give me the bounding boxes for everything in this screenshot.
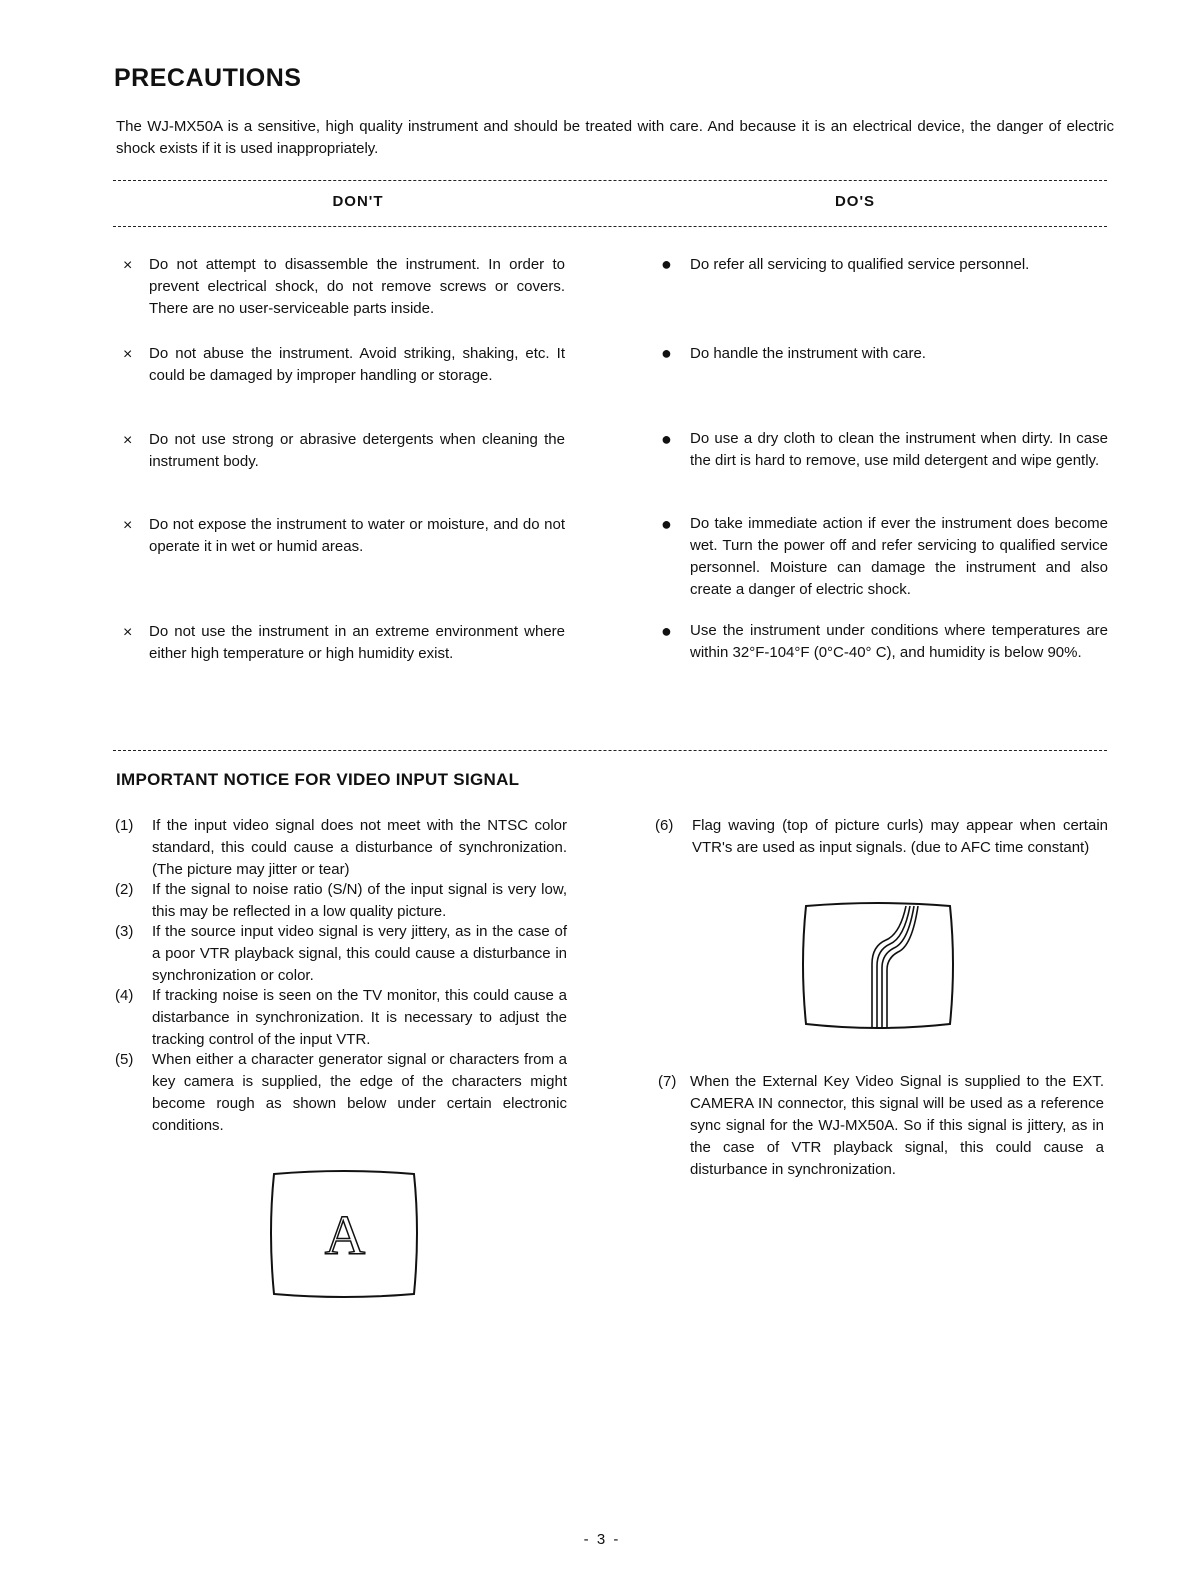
do-marker: ● — [661, 514, 672, 534]
dont-marker: × — [123, 517, 133, 534]
notice-item: Flag waving (top of picture curls) may appear when certain VTR's are used as input signals. (due to AFC time constant) — [692, 817, 1108, 856]
notice-item-number: (1) — [115, 817, 134, 834]
notice-item: When the External Key Video Signal is supplied to the EXT. CAMERA IN connector, this signal will be used as a reference sync signal for the WJ-MX50A. So if this signal is jittery, as in the case of VTR playback signal, this could cause a disturbance in synchronization. — [690, 1073, 1104, 1178]
notice-heading: IMPORTANT NOTICE FOR VIDEO INPUT SIGNAL — [116, 770, 520, 789]
dont-item: Do not abuse the instrument. Avoid striking, shaking, etc. It could be damaged by improper handling or storage. — [149, 345, 565, 384]
do-marker: ● — [661, 429, 672, 449]
do-item: Do take immediate action if ever the instrument does become wet. Turn the power off and refer servicing to qualified service personnel. Moisture can damage the instrument and also create a danger of electric shock. — [690, 515, 1108, 598]
dont-marker: × — [123, 346, 133, 363]
do-item: Do use a dry cloth to clean the instrument when dirty. In case the dirt is hard to remove, use mild detergent and wipe gently. — [690, 430, 1108, 469]
notice-item-number: (2) — [115, 881, 134, 898]
do-marker: ● — [661, 343, 672, 363]
rough-character-figure — [268, 1170, 422, 1300]
dont-marker: × — [123, 432, 133, 449]
do-item: Use the instrument under conditions where temperatures are within 32°F-104°F (0°C-40° C), and humidity is below 90%. — [690, 622, 1108, 661]
notice-item: If tracking noise is seen on the TV monitor, this could cause a distarbance in synchronization. It is necessary to adjust the tracking control of the input VTR. — [152, 987, 567, 1048]
do-item: Do refer all servicing to qualified service personnel. — [690, 256, 1030, 273]
dont-item: Do not attempt to disassemble the instrument. In order to prevent electrical shock, do not remove screws or covers. There are no user-serviceable parts inside. — [149, 256, 565, 317]
do-marker: ● — [661, 254, 672, 274]
notice-item: If the signal to noise ratio (S/N) of the input signal is very low, this may be reflected in a low quality picture. — [152, 881, 567, 920]
table-bottom-rule — [113, 750, 1107, 751]
dont-column-header: DON'T — [332, 193, 384, 210]
dont-marker: × — [123, 624, 133, 641]
page-title: PRECAUTIONS — [114, 64, 302, 92]
flag-waving-figure — [800, 902, 958, 1032]
notice-item: If the input video signal does not meet with the NTSC color standard, this could cause a disturbance of synchronization. (The picture may jitter or tear) — [152, 817, 567, 878]
do-item: Do handle the instrument with care. — [690, 345, 926, 362]
notice-item-number: (3) — [115, 923, 134, 940]
page-number: - 3 - — [583, 1531, 621, 1548]
dont-item: Do not use the instrument in an extreme environment where either high temperature or high humidity exist. — [149, 623, 565, 662]
table-header-rule — [113, 226, 1107, 227]
do-marker: ● — [661, 621, 672, 641]
notice-item: When either a character generator signal or characters from a key camera is supplied, the edge of the characters might become rough as shown below under certain electronic conditions. — [152, 1051, 567, 1134]
dont-item: Do not use strong or abrasive detergents when cleaning the instrument body. — [149, 431, 565, 470]
rough-character-letter: A — [324, 1205, 366, 1267]
notice-item-number: (5) — [115, 1051, 134, 1068]
table-top-rule — [113, 180, 1107, 181]
dont-marker: × — [123, 257, 133, 274]
notice-item-number: (7) — [658, 1073, 677, 1090]
notice-item: If the source input video signal is very jittery, as in the case of a poor VTR playback signal, this could cause a disturbance in synchronization or color. — [152, 923, 567, 984]
intro-paragraph: The WJ-MX50A is a sensitive, high quality instrument and should be treated with care. And because it is an electrical device, the danger of electric shock exists if it is used inappropriately. — [116, 118, 1114, 157]
notice-item-number: (6) — [655, 817, 674, 834]
dos-column-header: DO'S — [834, 193, 876, 210]
notice-item-number: (4) — [115, 987, 134, 1004]
dont-item: Do not expose the instrument to water or moisture, and do not operate it in wet or humid areas. — [149, 516, 565, 555]
